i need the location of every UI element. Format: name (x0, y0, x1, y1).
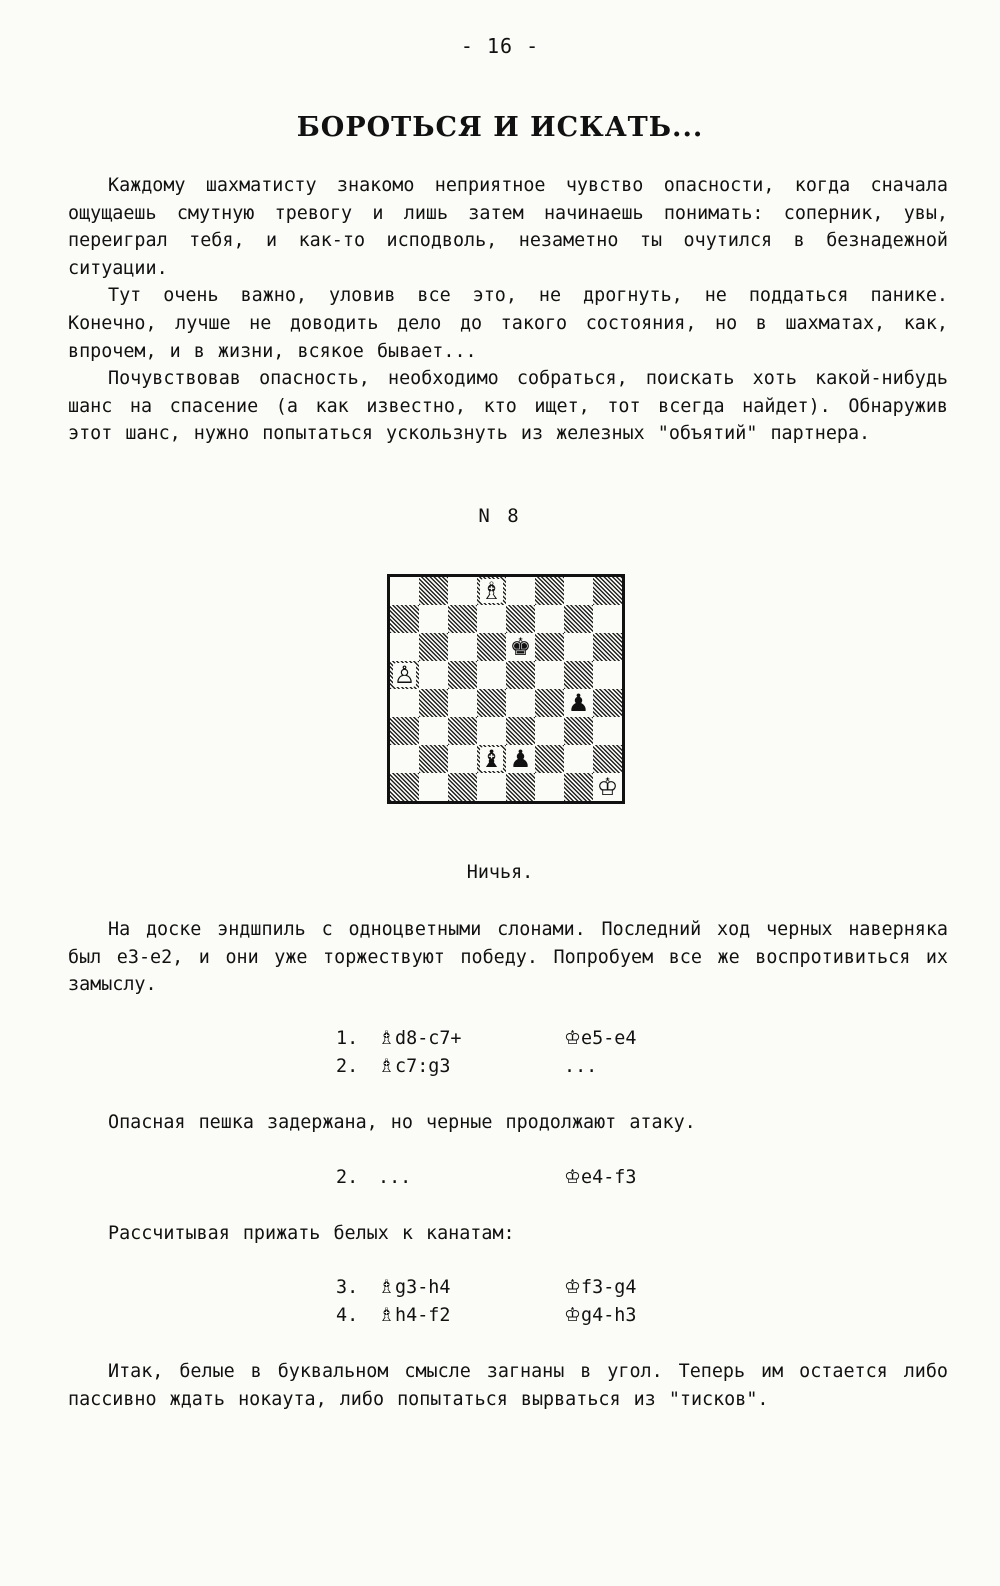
chapter-title: БОРОТЬСЯ И ИСКАТЬ... (296, 112, 704, 143)
king-icon: ♔ (564, 1027, 582, 1049)
board-square-c2 (448, 745, 477, 773)
board-square-e5 (506, 661, 535, 689)
board-square-d7 (477, 605, 506, 633)
board-square-e7 (506, 605, 535, 633)
board-square-g8 (564, 577, 593, 605)
board-square-d4 (477, 689, 506, 717)
board-square-e6 (506, 633, 535, 661)
board-square-h8 (593, 577, 622, 605)
white-move-text: g3-h4 (395, 1277, 451, 1298)
white-bishop-icon: ♗ (378, 1027, 396, 1049)
board-square-e2 (506, 745, 535, 773)
white-move-text: h4-f2 (395, 1304, 451, 1326)
black-move (564, 1025, 714, 1053)
board-square-e1 (506, 773, 535, 801)
board-square-g6 (564, 633, 593, 661)
board-square-f5 (535, 661, 564, 689)
chess-diagram (387, 574, 625, 804)
board-square-a4 (390, 689, 419, 717)
board-square-e4 (506, 689, 535, 717)
black-move (564, 1164, 714, 1192)
board-square-a1 (390, 773, 419, 801)
board-square-d8 (477, 577, 506, 605)
white-move-text: ... (378, 1167, 412, 1188)
board-square-f7 (535, 605, 564, 633)
board-square-a6 (390, 633, 419, 661)
white-bishop-icon: ♗ (378, 1303, 396, 1326)
board-square-a2 (390, 745, 419, 773)
board-square-h4 (593, 689, 622, 717)
board-square-b1 (419, 773, 448, 801)
move-number: 2. (336, 1167, 359, 1188)
king-icon: ♔ (564, 1276, 582, 1298)
white-move (378, 1025, 564, 1053)
moves-block-2 (336, 1164, 714, 1192)
board-square-c3 (448, 717, 477, 745)
board-square-d2 (477, 745, 506, 773)
move-row (336, 1053, 714, 1081)
board-square-b4 (419, 689, 448, 717)
diagram-label: N 8 (478, 505, 522, 527)
paragraph-3: Рассчитывая прижать белых к канатам: (108, 1223, 515, 1244)
page-number: - 16 - (460, 34, 540, 58)
board-square-f3 (535, 717, 564, 745)
black-move (564, 1053, 714, 1081)
white-move-text: c7:g3 (395, 1055, 451, 1077)
white-move (378, 1164, 564, 1192)
move-number: 3. (336, 1277, 359, 1298)
board-square-h3 (593, 717, 622, 745)
board-square-h5 (593, 661, 622, 689)
black-bishop-icon: ♝ (480, 745, 503, 773)
board-square-f1 (535, 773, 564, 801)
move-row (336, 1302, 714, 1330)
move-row (336, 1025, 714, 1053)
moves-block-3 (336, 1274, 714, 1329)
white-pawn-icon: ♙ (393, 661, 416, 689)
board-square-g4 (564, 689, 593, 717)
board-square-c5 (448, 661, 477, 689)
board-square-g2 (564, 745, 593, 773)
move-number: 2. (336, 1055, 359, 1077)
white-move-text: d8-c7+ (395, 1028, 462, 1049)
white-bishop-icon: ♗ (378, 1276, 396, 1298)
move-number: 1. (336, 1028, 359, 1049)
board-square-g5 (564, 661, 593, 689)
board-square-h2 (593, 745, 622, 773)
board-square-b3 (419, 717, 448, 745)
white-king-icon: ♔ (596, 773, 619, 801)
paragraph-2: Опасная пешка задержана, но черные продолжают атаку. (108, 1112, 696, 1133)
board-square-d5 (477, 661, 506, 689)
board-square-f8 (535, 577, 564, 605)
board-square-b8 (419, 577, 448, 605)
moves-block-1 (336, 1025, 714, 1080)
board-square-g7 (564, 605, 593, 633)
move-row (336, 1274, 714, 1302)
white-move (378, 1053, 564, 1081)
board-square-g1 (564, 773, 593, 801)
board-square-a8 (390, 577, 419, 605)
board-square-a7 (390, 605, 419, 633)
board-square-f6 (535, 633, 564, 661)
black-move-text: g4-h3 (581, 1304, 637, 1326)
diagram-result: Ничья. (466, 862, 534, 883)
board-square-h1 (593, 773, 622, 801)
board-square-c4 (448, 689, 477, 717)
move-row (336, 1164, 714, 1192)
board-square-d1 (477, 773, 506, 801)
intro-paragraph-2: Тут очень важно, уловив все это, не дрогнуть, не поддаться панике. Конечно, лучше не доводить дело до такого состояния, но в шахматах, как, впрочем, и в жизни, всякое бывает... (68, 285, 948, 362)
black-move (564, 1274, 714, 1302)
move-number: 4. (336, 1304, 359, 1326)
black-move-text: e4-f3 (581, 1167, 637, 1188)
board-square-e8 (506, 577, 535, 605)
board-square-b5 (419, 661, 448, 689)
white-bishop-icon: ♗ (480, 577, 503, 605)
board-square-d6 (477, 633, 506, 661)
board-square-a5 (390, 661, 419, 689)
analysis-text-2 (68, 1109, 948, 1137)
king-icon: ♔ (564, 1166, 582, 1188)
king-icon: ♔ (564, 1303, 582, 1326)
white-move (378, 1302, 564, 1330)
paragraph-4: Итак, белые в буквальном смысле загнаны в угол. Теперь им остается либо пассивно ждать нокаута, либо попытаться вырваться из "тисков". (68, 1361, 948, 1410)
black-pawn-icon: ♟ (567, 689, 590, 717)
black-move-text: f3-g4 (581, 1277, 637, 1298)
analysis-text-4 (68, 1358, 948, 1413)
board-square-e3 (506, 717, 535, 745)
board-square-f2 (535, 745, 564, 773)
board-square-b2 (419, 745, 448, 773)
board-square-c8 (448, 577, 477, 605)
board-square-h6 (593, 633, 622, 661)
board-square-f4 (535, 689, 564, 717)
black-move (564, 1302, 714, 1330)
board-square-c1 (448, 773, 477, 801)
board-square-b6 (419, 633, 448, 661)
black-move-text: e5-e4 (581, 1028, 637, 1049)
intro-text (68, 172, 948, 448)
board-square-c7 (448, 605, 477, 633)
white-bishop-icon: ♗ (378, 1054, 396, 1077)
board-square-d3 (477, 717, 506, 745)
analysis-text-1 (68, 916, 948, 999)
analysis-text-3 (68, 1220, 948, 1248)
board-square-g3 (564, 717, 593, 745)
black-move-text: ... (564, 1055, 598, 1077)
black-king-icon: ♚ (509, 633, 532, 661)
board-square-c6 (448, 633, 477, 661)
white-move (378, 1274, 564, 1302)
intro-paragraph-3: Почувствовав опасность, необходимо собраться, поискать хоть какой-нибудь шанс на спасение (а как известно, кто ищет, тот всегда найдет). Обнаружив этот шанс, нужно попытаться ускользнуть из железных "объятий" партнера. (68, 368, 948, 445)
board-square-a3 (390, 717, 419, 745)
board-square-h7 (593, 605, 622, 633)
paragraph-after-diagram: На доске эндшпиль с одноцветными слонами. Последний ход черных наверняка был e3-e2, и они уже торжествуют победу. Попробуем все же воспротивиться их замыслу. (68, 919, 948, 996)
black-pawn-icon: ♟ (509, 745, 532, 773)
intro-paragraph-1: Каждому шахматисту знакомо неприятное чувство опасности, когда сначала ощущаешь смутную тревогу и лишь затем начинаешь понимать: соперник, увы, переиграл тебя, и как-то исподволь, незаметно ты очутился в безнадежной ситуации. (68, 175, 948, 279)
board-square-b7 (419, 605, 448, 633)
